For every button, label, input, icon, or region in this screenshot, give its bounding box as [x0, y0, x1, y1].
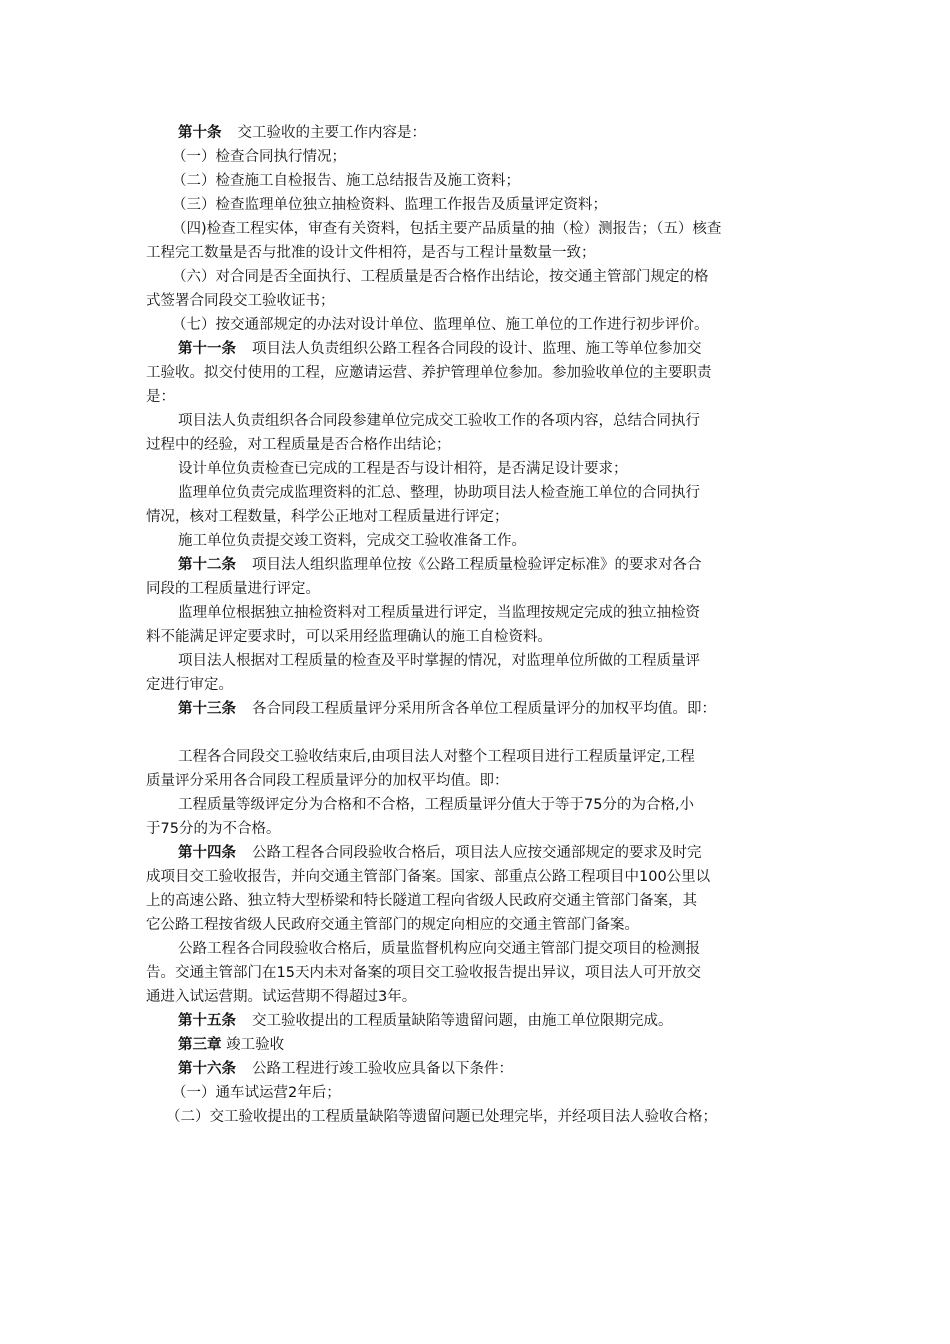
paragraph-line: 项目法人负责组织各合同段参建单位完成交工验收工作的各项内容，总结合同执行 [178, 413, 700, 429]
paragraph-line: 监理单位负责完成监理资料的汇总、整理，协助项目法人检查施工单位的合同执行 [178, 485, 700, 501]
article-label: 第十二条 [178, 557, 236, 573]
paragraph-line: 告。交通主管部门在15天内未对备案的项目交工验收报告提出异议，项目法人可开放交 [146, 965, 701, 981]
paragraph-line: 工程质量等级评定分为合格和不合格，工程质量评分值大于等于75分的为合格,小 [178, 797, 695, 813]
paragraph-line: 过程中的经验，对工程质量是否合格作出结论； [146, 437, 451, 453]
paragraph-line: 质量评分采用各合同段工程质量评分的加权平均值。即： [146, 773, 509, 789]
list-item: （二）交工验收提出的工程质量缺陷等遗留问题已处理完毕，并经项目法人验收合格； [166, 1109, 717, 1125]
paragraph-line: 情况，核对工程数量，科学公正地对工程质量进行评定； [146, 509, 509, 525]
paragraph-line: 上的高速公路、独立特大型桥梁和特长隧道工程向省级人民政府交通主管部门备案，其 [146, 893, 697, 909]
document-page [146, 121, 812, 1129]
list-item: （七）按交通部规定的办法对设计单位、监理单位、施工单位的工作进行初步评价。 [172, 317, 709, 333]
paragraph-line: 成项目交工验收报告，并向交通主管部门备案。国家、部重点公路工程项目中100公里以 [146, 869, 711, 885]
paragraph-line: 通进入试运营期。试运营期不得超过3年。 [146, 989, 417, 1005]
paragraph-line: 工程各合同段交工验收结束后,由项目法人对整个工程项目进行工程质量评定,工程 [178, 749, 695, 765]
article-label: 第十六条 [178, 1061, 236, 1077]
chapter-3-heading [146, 1033, 812, 1057]
article-text: 公路工程进行竣工验收应具备以下条件： [252, 1061, 513, 1077]
article-text: 公路工程各合同段验收合格后，项目法人应按交通部规定的要求及时完 [252, 845, 702, 861]
paragraph-line: 同段的工程质量进行评定。 [146, 581, 320, 597]
paragraph-line: 于75分的为不合格。 [146, 821, 281, 837]
paragraph-line: 项目法人根据对工程质量的检查及平时掌握的情况，对监理单位所做的工程质量评 [178, 653, 700, 669]
paragraph-line: 公路工程各合同段验收合格后，质量监督机构应向交通主管部门提交项目的检测报 [178, 941, 700, 957]
list-item: （四)检查工程实体，审查有关资料，包括主要产品质量的抽（检）测报告；（五）核查 [172, 221, 722, 237]
paragraph-line: 工验收。拟交付使用的工程，应邀请运营、养护管理单位参加。参加验收单位的主要职责 [146, 365, 712, 381]
article-label: 第十条 [178, 125, 222, 141]
paragraph-line: 监理单位根据独立抽检资料对工程质量进行评定，当监理按规定完成的独立抽检资 [178, 605, 700, 621]
article-text: 交工验收的主要工作内容是： [237, 125, 426, 141]
paragraph-line: 定进行审定。 [146, 677, 233, 693]
article-text: 项目法人负责组织公路工程各合同段的设计、监理、施工等单位参加交 [252, 341, 702, 357]
paragraph-line: 施工单位负责提交竣工资料，完成交工验收准备工作。 [178, 533, 526, 549]
article-text: 项目法人组织监理单位按《公路工程质量检验评定标准》的要求对各合 [252, 557, 702, 573]
paragraph-line: 是： [146, 389, 175, 405]
list-item: （六）对合同是否全面执行、工程质量是否合格作出结论，按交通主管部门规定的格 [172, 269, 709, 285]
paragraph-line: 它公路工程按省级人民政府交通主管部门的规定向相应的交通主管部门备案。 [146, 917, 639, 933]
article-12-heading [146, 553, 812, 577]
chapter-title: 竣工验收 [226, 1037, 285, 1053]
article-13-heading [146, 697, 812, 721]
article-label: 第十一条 [178, 341, 236, 357]
article-10-heading [146, 121, 812, 145]
paragraph-line: 式签署合同段交工验收证书； [146, 293, 335, 309]
list-item: （一）通车试运营2年后； [172, 1085, 341, 1101]
paragraph-line: 设计单位负责检查已完成的工程是否与设计相符，是否满足设计要求； [178, 461, 628, 477]
article-16-heading [146, 1057, 812, 1081]
article-label: 第十四条 [178, 845, 236, 861]
article-text: 交工验收提出的工程质量缺陷等遗留问题，由施工单位限期完成。 [252, 1013, 673, 1029]
article-text: 各合同段工程质量评分采用所含各单位工程质量评分的加权平均值。即： [252, 701, 716, 717]
chapter-label: 第三章 [178, 1037, 222, 1053]
blank-gap [146, 721, 812, 745]
article-14-heading [146, 841, 812, 865]
article-15-heading [146, 1009, 812, 1033]
list-item: （一）检查合同执行情况； [172, 149, 346, 165]
paragraph-line: 料不能满足评定要求时，可以采用经监理确认的施工自检资料。 [146, 629, 552, 645]
list-item: （三）检查监理单位独立抽检资料、监理工作报告及质量评定资料； [172, 197, 607, 213]
paragraph-line: 工程完工数量是否与批准的设计文件相符，是否与工程计量数量一致； [146, 245, 596, 261]
article-11-heading [146, 337, 812, 361]
list-item: （二）检查施工自检报告、施工总结报告及施工资料； [172, 173, 520, 189]
article-label: 第十三条 [178, 701, 236, 717]
article-label: 第十五条 [178, 1013, 236, 1029]
